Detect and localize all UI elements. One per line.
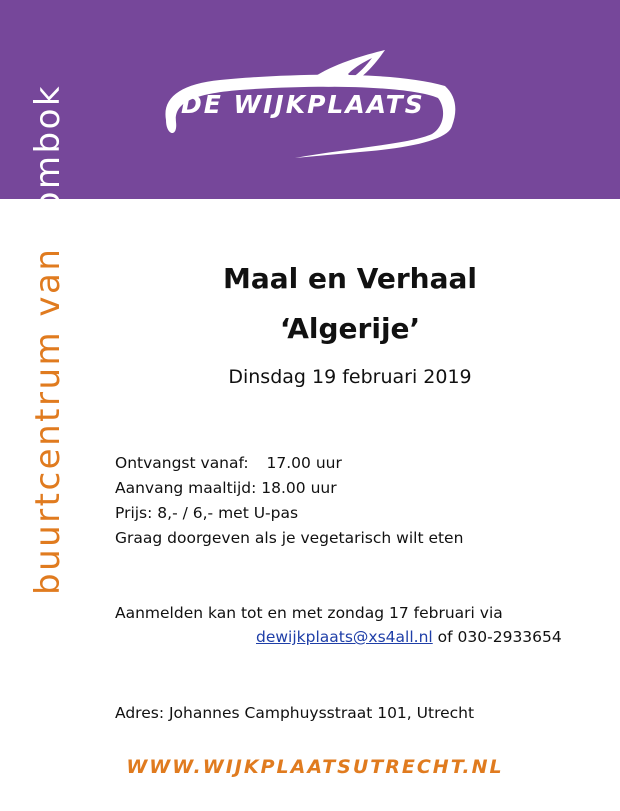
header-band bbox=[0, 0, 620, 199]
wijkplaats-logo bbox=[160, 48, 460, 168]
logo-text: DE WIJKPLAATS bbox=[181, 90, 425, 119]
website-link[interactable]: WWW.WIJKPLAATSUTRECHT.NL bbox=[126, 756, 504, 778]
address: Adres: Johannes Camphuysstraat 101, Utrecht bbox=[115, 704, 475, 722]
detail-label: Prijs: bbox=[115, 504, 153, 522]
event-date: Dinsdag 19 februari 2019 bbox=[228, 366, 472, 388]
registration-text: Aanmelden kan tot en met zondag 17 februari via bbox=[115, 604, 503, 622]
detail-label: Aanvang maaltijd: bbox=[115, 479, 257, 497]
side-text-buurtcentrum: buurtcentrum van bbox=[28, 246, 68, 595]
contact-line bbox=[256, 628, 562, 646]
detail-line bbox=[115, 504, 298, 522]
detail-value: 18.00 uur bbox=[261, 479, 337, 497]
vertical-side-text bbox=[28, 84, 68, 595]
detail-value: Graag doorgeven als je vegetarisch wilt eten bbox=[115, 529, 464, 547]
event-subtitle: ‘Algerije’ bbox=[279, 312, 421, 345]
detail-label: Ontvangst vanaf: bbox=[115, 454, 249, 472]
event-title: Maal en Verhaal bbox=[223, 262, 477, 295]
detail-value: 17.00 uur bbox=[266, 454, 342, 472]
side-text-lombok: Lombok bbox=[28, 83, 68, 234]
detail-line bbox=[115, 479, 337, 497]
detail-value: 8,- / 6,- met U-pas bbox=[157, 504, 299, 522]
detail-line bbox=[115, 454, 342, 472]
phone-number: 030-2933654 bbox=[457, 628, 562, 646]
email-link[interactable]: dewijkplaats@xs4all.nl bbox=[256, 628, 433, 646]
detail-line bbox=[115, 529, 463, 547]
contact-separator: of bbox=[437, 628, 453, 646]
